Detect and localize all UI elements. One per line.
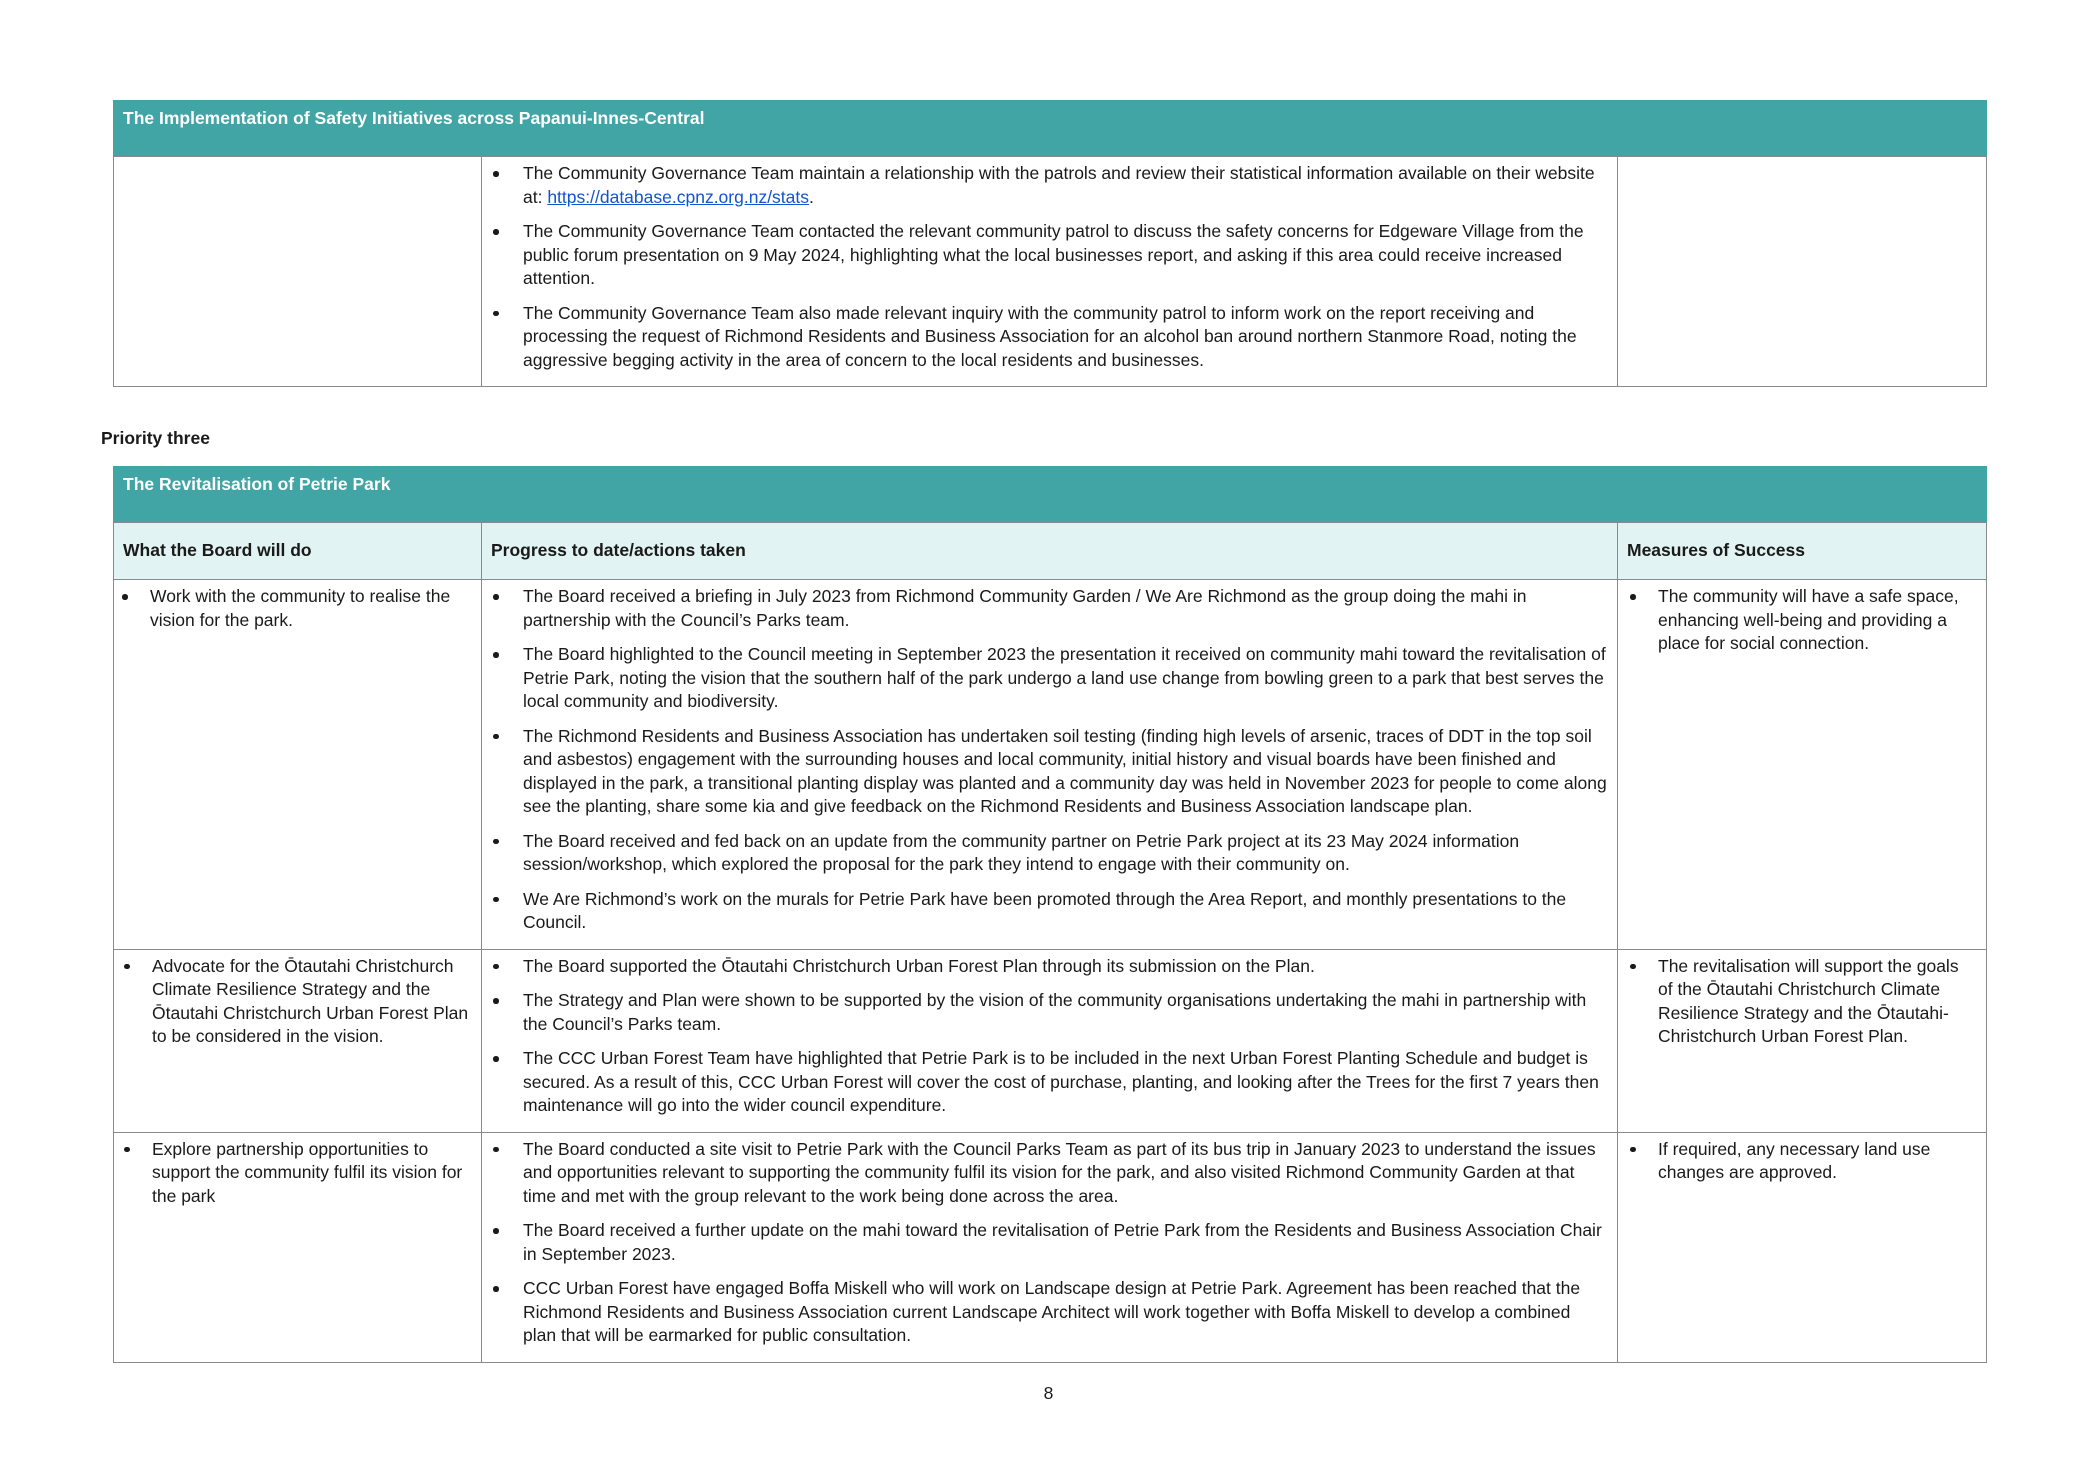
column-header: Progress to date/actions taken [482, 523, 1618, 580]
page-number: 8 [1043, 1383, 1054, 1403]
list-item: The community will have a safe space, enhancing well-being and providing a place for social connection. [1658, 585, 1976, 656]
table-title: The Implementation of Safety Initiatives across Papanui-Innes-Central [114, 101, 1987, 157]
list-item: The Community Governance Team maintain a relationship with the patrols and review their statistical information available on their website at: https://database.cpnz.org.nz/stats. [523, 162, 1607, 209]
list-item: The Board highlighted to the Council meeting in September 2023 the presentation it received on community mahi toward the revitalisation of Petrie Park, noting the vision that the southern half of the park undergo a land use change from bowling green to a park that best serves the local community and biodiversity. [523, 643, 1607, 714]
list-item: Explore partnership opportunities to support the community fulfil its vision for the park [152, 1138, 471, 1209]
list-item: The Strategy and Plan were shown to be supported by the vision of the community organisations undertaking the mahi in partnership with the Council’s Parks team. [523, 989, 1607, 1036]
action-cell [114, 949, 482, 1132]
table-row [114, 580, 1987, 950]
empty-cell [1618, 157, 1987, 387]
table-row [114, 949, 1987, 1132]
petrie-park-table [113, 466, 1987, 1363]
list-item: CCC Urban Forest have engaged Boffa Miskell who will work on Landscape design at Petrie Park. Agreement has been reached that the Richmond Residents and Business Association current Landscape Architect will work together with Boffa Miskell to develop a combined plan that will be earmarked for public consultation. [523, 1277, 1607, 1348]
list-item: The Board received a briefing in July 2023 from Richmond Community Garden / We Are Richmond as the group doing the mahi in partnership with the Council’s Parks team. [523, 585, 1607, 632]
column-header: What the Board will do [114, 523, 482, 580]
list-item: The Board conducted a site visit to Petrie Park with the Council Parks Team as part of its bus trip in January 2023 to understand the issues and opportunities relevant to supporting the community fulfil its vision for the park, and also visited Richmond Community Garden at that time and met with the group relevant to the work being done across the area. [523, 1138, 1607, 1209]
stats-link[interactable]: https://database.cpnz.org.nz/stats [547, 186, 810, 207]
measure-cell [1618, 949, 1987, 1132]
list-item: The Board received and fed back on an update from the community partner on Petrie Park project at its 23 May 2024 information session/workshop, which explored the proposal for the park they intend to engage with their community on. [523, 830, 1607, 877]
list-item: The Community Governance Team also made relevant inquiry with the community patrol to inform work on the report receiving and processing the request of Richmond Residents and Business Association for an alcohol ban around northern Stanmore Road, noting the aggressive begging activity in the area of concern to the local residents and businesses. [523, 302, 1607, 373]
action-cell [114, 1132, 482, 1362]
list-item: The CCC Urban Forest Team have highlighted that Petrie Park is to be included in the next Urban Forest Planting Schedule and budget is secured. As a result of this, CCC Urban Forest will cover the cost of purchase, planting, and looking after the Trees for the first 7 years then maintenance will go into the wider council expenditure. [523, 1047, 1607, 1118]
progress-cell [482, 949, 1618, 1132]
measure-cell [1618, 580, 1987, 950]
table-title: The Revitalisation of Petrie Park [114, 467, 1987, 523]
table-row [114, 1132, 1987, 1362]
list-item: The Board received a further update on the mahi toward the revitalisation of Petrie Park from the Residents and Business Association Chair in September 2023. [523, 1219, 1607, 1266]
empty-cell [114, 157, 482, 387]
progress-cell [482, 157, 1618, 387]
list-item: The revitalisation will support the goals of the Ōtautahi Christchurch Climate Resilience Strategy and the Ōtautahi-Christchurch Urban Forest Plan. [1658, 955, 1976, 1049]
measure-cell [1618, 1132, 1987, 1362]
list-item: Work with the community to realise the vision for the park. [150, 585, 471, 632]
safety-initiatives-table [113, 100, 1987, 387]
list-item: The Richmond Residents and Business Association has undertaken soil testing (finding high levels of arsenic, traces of DDT in the top soil and asbestos) engagement with the surrounding houses and local community, initial history and visual boards have been finished and displayed in the park, a transitional planting display was planted and a community day was held in November 2023 for people to come along see the planting, share some kia and give feedback on the Richmond Residents and Business Association landscape plan. [523, 725, 1607, 819]
action-cell [114, 580, 482, 950]
column-header: Measures of Success [1618, 523, 1987, 580]
progress-cell [482, 580, 1618, 950]
list-item: The Board supported the Ōtautahi Christchurch Urban Forest Plan through its submission on the Plan. [523, 955, 1607, 979]
list-item: If required, any necessary land use changes are approved. [1658, 1138, 1976, 1185]
list-item: The Community Governance Team contacted the relevant community patrol to discuss the safety concerns for Edgeware Village from the public forum presentation on 9 May 2024, highlighting what the local businesses report, and asking if this area could receive increased attention. [523, 220, 1607, 291]
progress-cell [482, 1132, 1618, 1362]
priority-heading: Priority three [101, 428, 210, 448]
list-item: Advocate for the Ōtautahi Christchurch Climate Resilience Strategy and the Ōtautahi Christchurch Urban Forest Plan to be considered in the vision. [152, 955, 471, 1049]
list-item: We Are Richmond’s work on the murals for Petrie Park have been promoted through the Area Report, and monthly presentations to the Council. [523, 888, 1607, 935]
